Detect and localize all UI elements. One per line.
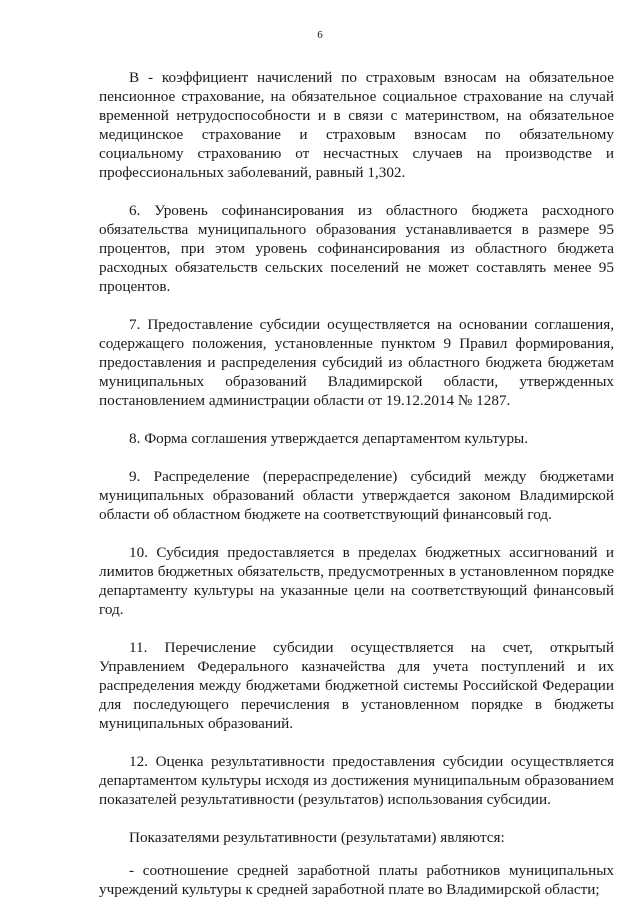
paragraph-10-budget-limits: 10. Субсидия предоставляется в пределах бюджетных ассигнований и лимитов бюджетных обязательств, предусмотренных в установленном порядке департаменту культуры на указанные цели на соответствующий финансовый год. — [99, 544, 614, 618]
paragraph-8-agreement-form: 8. Форма соглашения утверждается департаментом культуры. — [129, 430, 529, 447]
paragraph-indicator-salary-ratio: - соотношение средней заработной платы работников муниципальных учреждений культуры к средней заработной плате во Владимирской области; — [99, 862, 614, 898]
page-number: 6 — [317, 29, 323, 41]
paragraph-9-distribution: 9. Распределение (перераспределение) субсидий между бюджетами муниципальных образований области утверждается законом Владимирской области об областном бюджете на соответствующий финансовый год. — [99, 468, 614, 523]
paragraph-11-transfer: 11. Перечисление субсидии осуществляется на счет, открытый Управлением Федерального казначейства для учета поступлений и их распределения между бюджетами бюджетной системы Российской Федерации для последующего перечисления в установленном порядке в бюджеты муниципальных образований. — [99, 639, 614, 732]
paragraph-6-cofinancing-level: 6. Уровень софинансирования из областного бюджета расходного обязательства муниципального образования устанавливается в размере 95 процентов, при этом уровень софинансирования из областного бюджета расходных обязательств сельских поселений не может составлять менее 95 процентов. — [99, 202, 614, 295]
paragraph-12-effectiveness: 12. Оценка результативности предоставления субсидии осуществляется департаментом культуры исходя из достижения муниципальным образованием показателей результативности (результатов) использования субсидии. — [99, 753, 614, 808]
paragraph-coefficient-b: В - коэффициент начислений по страховым взносам на обязательное пенсионное страхование, на обязательное социальное страхование на случай временной нетрудоспособности и в связи с материнством, на обязательное медицинское страхование и страховым взносам по обязательному социальному страхованию от несчастных случаев на производстве и профессиональных заболеваний, равный 1,302. — [99, 69, 614, 181]
paragraph-indicators-heading: Показателями результативности (результатами) являются: — [129, 829, 505, 846]
paragraph-7-subsidy-agreement: 7. Предоставление субсидии осуществляется на основании соглашения, содержащего положения, установленные пунктом 9 Правил формирования, предоставления и распределения субсидий из областного бюджета бюджетам муниципальных образований Владимирской области, утвержденных постановлением администрации области от 19.12.2014 № 1287. — [99, 316, 614, 409]
document-body — [99, 68, 614, 918]
